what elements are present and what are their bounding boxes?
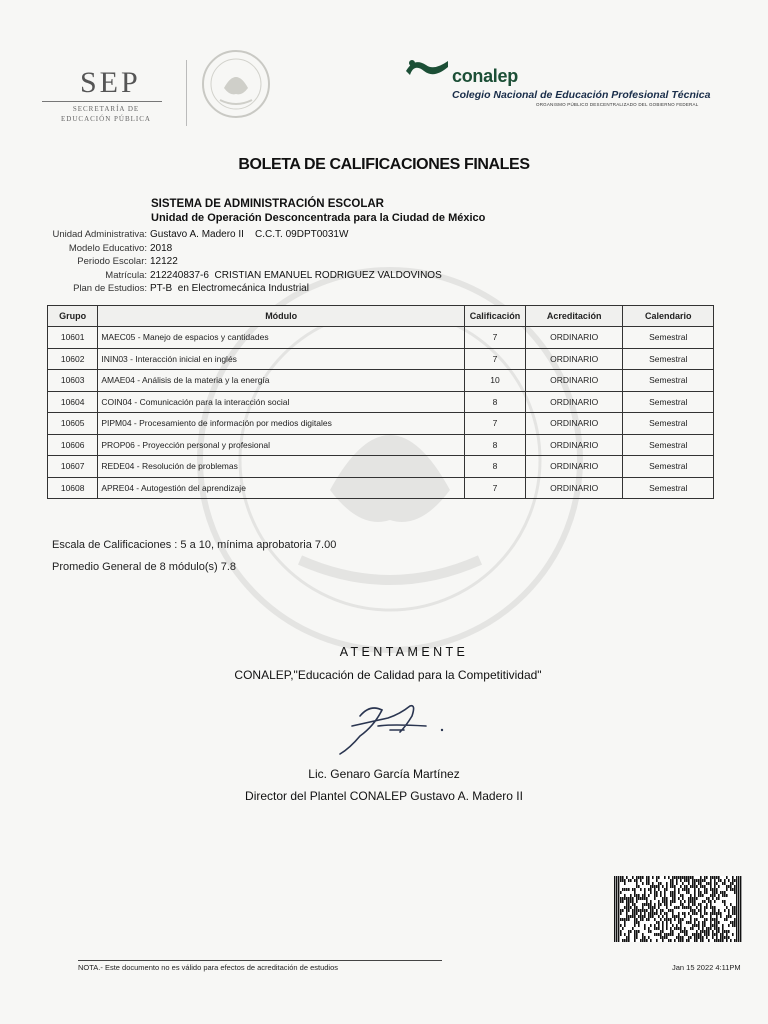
table-row [48, 327, 714, 349]
cell-calificacion: 10 [465, 370, 526, 392]
cell-calendario: Semestral [623, 413, 714, 435]
info-row-plan [30, 282, 442, 296]
cell-calificacion: 7 [465, 477, 526, 499]
cell-grupo: 10607 [48, 456, 98, 478]
cell-modulo: ININ03 - Interacción inicial en inglés [98, 348, 465, 370]
table-row [48, 370, 714, 392]
sep-subtitle [58, 104, 154, 124]
info-value: Gustavo A. Madero II C.C.T. 09DPT0031W [150, 229, 349, 241]
info-row-unidad [30, 228, 442, 242]
cell-modulo: REDE04 - Resolución de problemas [98, 456, 465, 478]
conalep-logo-icon [404, 55, 450, 83]
info-label: Plan de Estudios: [73, 283, 147, 295]
signatory-title: Director del Plantel CONALEP Gustavo A. Madero II [245, 789, 523, 803]
table-row [48, 434, 714, 456]
cell-grupo: 10605 [48, 413, 98, 435]
header-calendario: Calendario [623, 306, 714, 327]
cell-calificacion: 7 [465, 348, 526, 370]
conalep-wordmark: conalep [452, 66, 518, 86]
print-date: Jan 15 2022 4:11PM [672, 963, 741, 972]
info-label: Modelo Educativo: [68, 242, 147, 254]
cell-calificacion: 8 [465, 456, 526, 478]
table-row [48, 391, 714, 413]
table-row [48, 477, 714, 499]
conalep-fullname: Colegio Nacional de Educación Profesional Técnica [452, 89, 711, 101]
closing-atentamente: ATENTAMENTE [339, 645, 469, 659]
info-value: 2018 [150, 242, 173, 254]
general-average: Promedio General de 8 módulo(s) 7.8 [52, 561, 237, 573]
cell-modulo: AMAE04 - Análisis de la materia y la energía [98, 370, 465, 392]
info-value: 212240837-6 CRISTIAN EMANUEL RODRIGUEZ VALDOVINOS [150, 269, 442, 281]
cell-acreditacion: ORDINARIO [525, 348, 623, 370]
cell-calificacion: 7 [465, 413, 526, 435]
info-row-modelo [30, 242, 442, 256]
cell-acreditacion: ORDINARIO [525, 370, 623, 392]
cell-calificacion: 7 [465, 327, 526, 349]
student-info [30, 228, 442, 296]
table-header-row [48, 306, 714, 327]
cell-calendario: Semestral [623, 477, 714, 499]
sep-subtitle-line-1: SECRETARÍA DE [72, 105, 140, 113]
header-grupo: Grupo [48, 306, 98, 327]
signatory-name: Lic. Genaro García Martínez [308, 767, 460, 781]
cell-modulo: MAEC05 - Manejo de espacios y cantidades [98, 327, 465, 349]
info-label: Unidad Administrativa: [52, 229, 147, 241]
institution-motto: CONALEP,"Educación de Calidad para la Competitividad" [234, 668, 542, 682]
cell-grupo: 10601 [48, 327, 98, 349]
unit-name: Unidad de Operación Desconcentrada para la Ciudad de México [151, 212, 486, 224]
cell-grupo: 10606 [48, 434, 98, 456]
info-label: Matrícula: [105, 269, 147, 281]
footer-rule [78, 960, 442, 961]
cell-acreditacion: ORDINARIO [525, 391, 623, 413]
cell-calendario: Semestral [623, 391, 714, 413]
cell-acreditacion: ORDINARIO [525, 477, 623, 499]
table-row [48, 348, 714, 370]
national-seal-icon [200, 46, 272, 122]
cell-acreditacion: ORDINARIO [525, 456, 623, 478]
cell-modulo: PIPM04 - Procesamiento de información por medios digitales [98, 413, 465, 435]
info-value: PT-B en Electromecánica Industrial [150, 283, 309, 295]
cell-grupo: 10602 [48, 348, 98, 370]
header-acreditacion: Acreditación [525, 306, 623, 327]
table-row [48, 456, 714, 478]
sep-divider [42, 101, 162, 102]
cell-calendario: Semestral [623, 370, 714, 392]
cell-calendario: Semestral [623, 456, 714, 478]
cell-grupo: 10604 [48, 391, 98, 413]
footer-note: NOTA.- Este documento no es válido para efectos de acreditación de estudios [78, 963, 339, 972]
cell-acreditacion: ORDINARIO [525, 327, 623, 349]
info-value: 12122 [150, 256, 178, 268]
grades-table [47, 305, 714, 499]
cell-modulo: COIN04 - Comunicación para la interacción social [98, 391, 465, 413]
signature-icon [330, 696, 450, 762]
info-row-matricula [30, 269, 442, 283]
cell-grupo: 10603 [48, 370, 98, 392]
info-row-periodo [30, 255, 442, 269]
document-title: BOLETA DE CALIFICACIONES FINALES [238, 156, 530, 173]
header-modulo: Módulo [98, 306, 465, 327]
header-calificacion: Calificación [465, 306, 526, 327]
cell-calendario: Semestral [623, 327, 714, 349]
conalep-tagline: ORGANISMO PÚBLICO DESCENTRALIZADO DEL GOBIERNO FEDERAL [536, 102, 699, 107]
cell-modulo: PROP06 - Proyección personal y profesional [98, 434, 465, 456]
cell-calendario: Semestral [623, 348, 714, 370]
cell-acreditacion: ORDINARIO [525, 434, 623, 456]
info-label: Periodo Escolar: [77, 256, 147, 268]
sep-subtitle-line-2: EDUCACIÓN PÚBLICA [61, 115, 151, 123]
seal-divider [186, 60, 187, 126]
table-row [48, 413, 714, 435]
cell-grupo: 10608 [48, 477, 98, 499]
sep-logo: SEP [80, 66, 141, 99]
system-name: SISTEMA DE ADMINISTRACIÓN ESCOLAR [151, 198, 384, 210]
cell-calendario: Semestral [623, 434, 714, 456]
cell-calificacion: 8 [465, 391, 526, 413]
cell-calificacion: 8 [465, 434, 526, 456]
cell-modulo: APRE04 - Autogestión del aprendizaje [98, 477, 465, 499]
grading-scale: Escala de Calificaciones : 5 a 10, mínima aprobatoria 7.00 [52, 539, 337, 551]
barcode-icon [614, 876, 742, 942]
cell-acreditacion: ORDINARIO [525, 413, 623, 435]
